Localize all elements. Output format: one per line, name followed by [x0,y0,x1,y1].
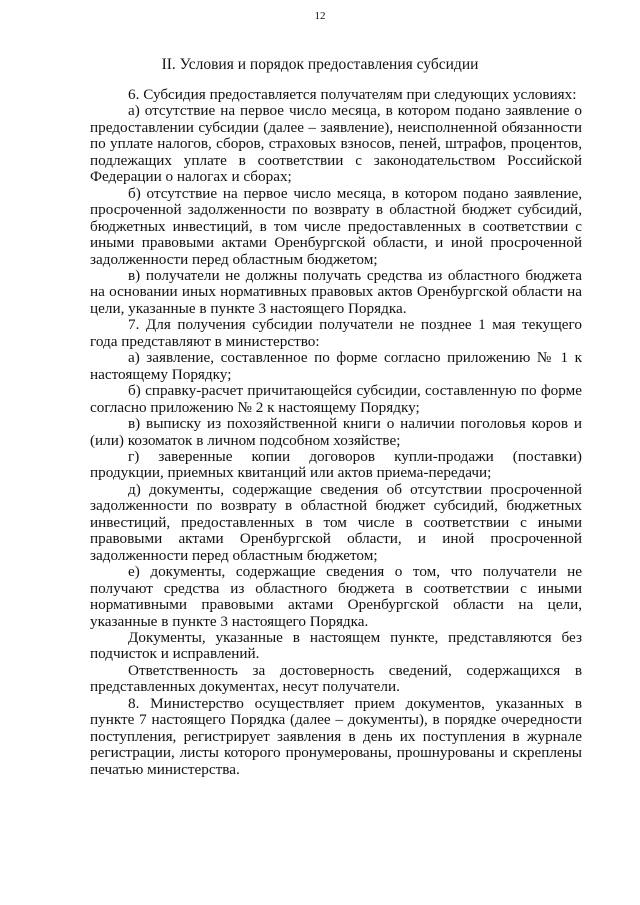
section-title: II. Условия и порядок предоставления субсидии [161,56,479,73]
body-text [90,87,582,778]
paragraph-7v: в) выписку из похозяйственной книги о наличии поголовья коров и (или) козоматок в личном подсобном хозяйстве; [90,415,582,449]
paragraph-7d: д) документы, содержащие сведения об отсутствии просроченной задолженности по возврату в областной бюджет субсидий, бюджетных инвестиций, предоставленных в том числе в соответствии с иными правовыми актами Оренбургской области, и иной просроченной задолженности перед областным бюджетом; [90,480,582,564]
paragraph-7: 7. Для получения субсидии получатели не позднее 1 мая текущего года представляют в министерство: [90,316,582,350]
paragraph-6v: в) получатели не должны получать средства из областного бюджета на основании иных нормативных правовых актов Оренбургской области на цели, указанные в пункте 3 настоящего Порядка. [90,266,582,317]
paragraph-6a: а) отсутствие на первое число месяца, в котором подано заявление о предоставлении субсидии (далее – заявление), неисполненной обязанности по уплате налогов, сборов, страховых взносов, пеней, штрафов, процентов, подлежащих уплате в соответствии с законодательством Российской Федерации о налогах и сборах; [90,102,582,186]
paragraph-7e: е) документы, содержащие сведения о том, что получатели не получают средства из областного бюджета в соответствии с иными нормативными правовыми актами Оренбургской области на цели, указанные в пункте 3 настоящего Порядка. [90,563,582,630]
paragraph-7g: г) заверенные копии договоров купли-продажи (поставки) продукции, приемных квитанций или актов приема-передачи; [90,447,582,482]
page-number: 12 [314,10,326,22]
paragraph-7a: а) заявление, составленное по форме согласно приложению № 1 к настоящему Порядку; [90,349,582,383]
paragraph-6: 6. Субсидия предоставляется получателям при следующих условиях: [128,86,577,103]
paragraph-6b: б) отсутствие на первое число месяца, в котором подано заявление, просроченной задолженности по возврату в областной бюджет субсидий, бюджетных инвестиций, в том числе предоставленных в соответствии с иными правовыми актами Оренбургской области, и иной просроченной задолженности перед областным бюджетом; [90,184,582,268]
paragraph-documents-note: Документы, указанные в настоящем пункте, представляются без подчисток и исправлений. [90,628,582,663]
paragraph-7b: б) справку-расчет причитающейся субсидии, составленную по форме согласно приложению № 2 к настоящему Порядку; [90,382,582,416]
paragraph-responsibility: Ответственность за достоверность сведений, содержащихся в представленных документах, несут получатели. [90,661,582,696]
paragraph-8: 8. Министерство осуществляет прием документов, указанных в пункте 7 настоящего Порядка (далее – документы), в порядке очередности поступления, регистрирует заявления в день их поступления в журнале регистрации, листы которого пронумерованы, прошнурованы и скреплены печатью министерства. [90,694,582,778]
